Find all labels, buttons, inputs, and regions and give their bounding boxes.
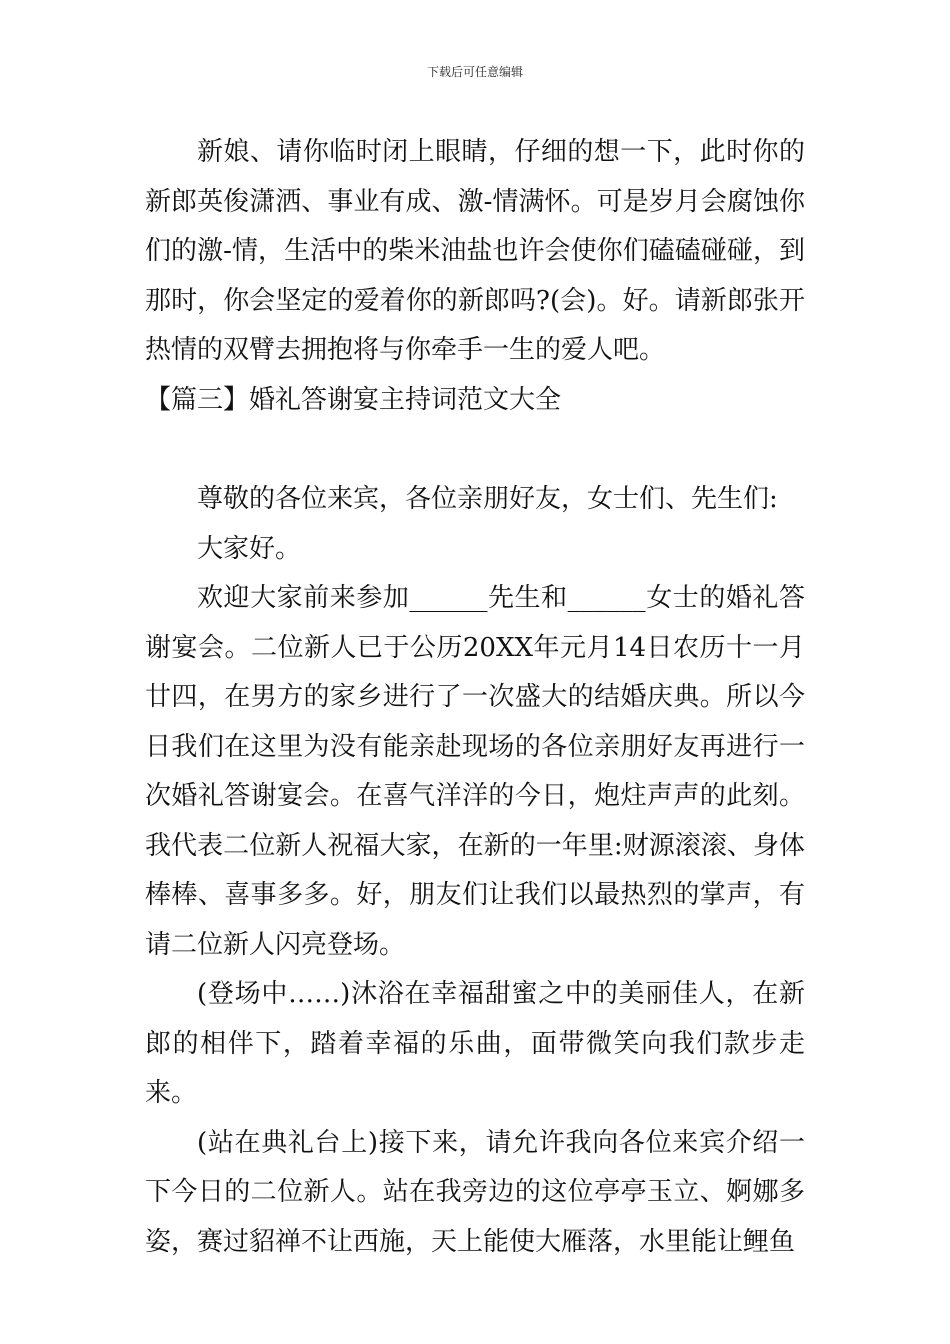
paragraph: (站在典礼台上)接下来，请允许我向各位来宾介绍一下今日的二位新人。站在我旁边的这位亭亭玉立、婀娜多姿，赛过貂禅不让西施，天上能使大雁落，水里能让鲤鱼	[145, 1127, 805, 1257]
blank-line	[145, 425, 805, 475]
paragraph: 新娘、请你临时闭上眼睛，仔细的想一下，此时你的新郎英俊潇洒、事业有成、激-情满怀。可是岁月会腐蚀你们的激-情，生活中的柴米油盐也许会使你们磕磕碰碰，到那时，你会坚定的爱着你的新郎吗?(会)。好。请新郎张开热情的双臂去拥抱将与你牵手一生的爱人吧。	[145, 137, 805, 365]
paragraph: (登场中……)沐浴在幸福甜蜜之中的美丽佳人，在新郎的相伴下，踏着幸福的乐曲，面带微笑向我们款步走来。	[145, 979, 805, 1108]
paragraph: 大家好。	[197, 533, 302, 564]
paragraph: 尊敬的各位来宾，各位亲朋好友，女士们、先生们:	[197, 484, 778, 514]
document-body	[145, 128, 805, 1267]
page-header: 下载后可任意编辑	[426, 65, 523, 79]
section-heading: 【篇三】婚礼答谢宴主持词范文大全	[145, 384, 562, 415]
paragraph: 欢迎大家前来参加______先生和______女士的婚礼答谢宴会。二位新人已于公历20XX年元月14日农历十一月廿四，在男方的家乡进行了一次盛大的结婚庆典。所以今日我们在这里为没有能亲赴现场的各位亲朋好友再进行一次婚礼答谢宴会。在喜气洋洋的今日，炮炷声声的此刻。我代表二位新人祝福大家，在新的一年里:财源滚滚、身体棒棒、喜事多多。好，朋友们让我们以最热烈的掌声，有请二位新人闪亮登场。	[145, 583, 805, 960]
